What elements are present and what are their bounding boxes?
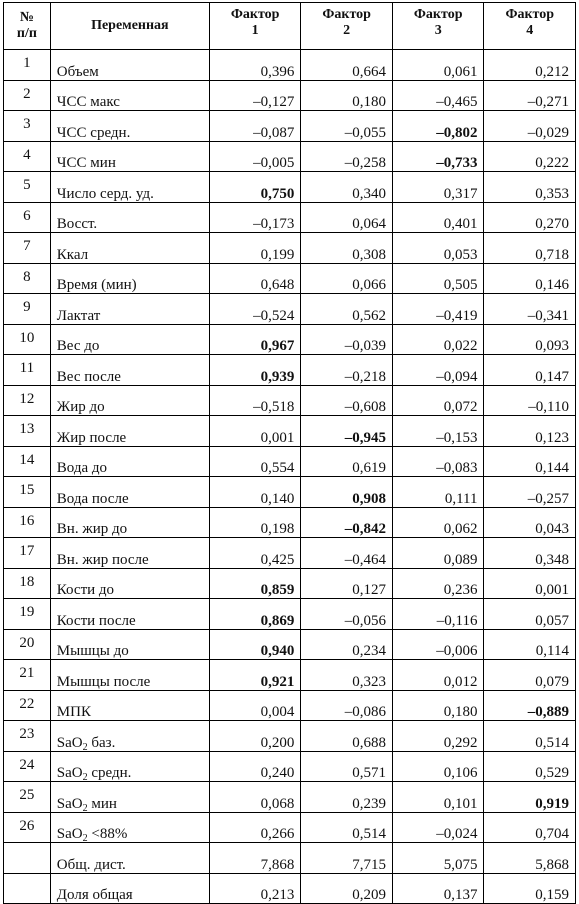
factor-1-value: –0,087 xyxy=(209,111,301,142)
factor-1-value: 0,939 xyxy=(209,355,301,386)
factor-2-value: 0,064 xyxy=(301,202,393,233)
factor-1-value: 0,199 xyxy=(209,233,301,264)
factor-1-value: 0,750 xyxy=(209,172,301,203)
table-body xyxy=(4,50,576,904)
variable-name xyxy=(50,782,209,813)
factor-3-value: –0,024 xyxy=(392,812,484,843)
factor-3-value: 0,111 xyxy=(392,477,484,508)
variable-name-base: SaO xyxy=(56,765,83,781)
row-number: 5 xyxy=(4,172,51,203)
factor-2-value: 0,562 xyxy=(301,294,393,325)
factor-3-value: –0,419 xyxy=(392,294,484,325)
factor-4-value: 0,348 xyxy=(484,538,576,569)
row-number: 15 xyxy=(4,477,51,508)
variable-name: Общ. дист. xyxy=(50,843,209,874)
factor-4-value: 0,001 xyxy=(484,568,576,599)
factor-1-value: –0,127 xyxy=(209,80,301,111)
factor-4-value: 0,270 xyxy=(484,202,576,233)
factor-4-value: 0,353 xyxy=(484,172,576,203)
table-row xyxy=(4,782,576,813)
factor-1-value: 0,004 xyxy=(209,690,301,721)
factor-2-value: 0,908 xyxy=(301,477,393,508)
variable-name-subscript: 2 xyxy=(82,802,88,814)
factor-2-value: –0,039 xyxy=(301,324,393,355)
factor-3-value: 5,075 xyxy=(392,843,484,874)
header-factor-label: Фактор xyxy=(505,7,555,22)
row-number: 26 xyxy=(4,812,51,843)
factor-2-value: 0,209 xyxy=(301,873,393,904)
factor-4-value: 0,043 xyxy=(484,507,576,538)
table-row xyxy=(4,324,576,355)
row-number: 16 xyxy=(4,507,51,538)
header-factor-number: 1 xyxy=(251,23,259,38)
table-row xyxy=(4,263,576,294)
header-factor-number: 2 xyxy=(343,23,351,38)
row-number: 8 xyxy=(4,263,51,294)
table-row xyxy=(4,50,576,81)
factor-2-value: 0,234 xyxy=(301,629,393,660)
table-row xyxy=(4,233,576,264)
factor-4-value: 0,146 xyxy=(484,263,576,294)
factor-2-value: 0,239 xyxy=(301,782,393,813)
factor-1-value: –0,524 xyxy=(209,294,301,325)
factor-1-value: 0,859 xyxy=(209,568,301,599)
factor-4-value: –0,110 xyxy=(484,385,576,416)
factor-4-value: 0,159 xyxy=(484,873,576,904)
variable-name: Время (мин) xyxy=(50,263,209,294)
factor-2-value: 0,066 xyxy=(301,263,393,294)
factor-3-value: –0,733 xyxy=(392,141,484,172)
row-number: 25 xyxy=(4,782,51,813)
factor-1-value: 0,396 xyxy=(209,50,301,81)
row-number: 22 xyxy=(4,690,51,721)
factor-4-value: 0,529 xyxy=(484,751,576,782)
row-number: 17 xyxy=(4,538,51,569)
variable-name: Лактат xyxy=(50,294,209,325)
header-row xyxy=(4,3,576,50)
factor-1-value: 0,869 xyxy=(209,599,301,630)
variable-name-suffix: мин xyxy=(87,795,117,812)
table-row xyxy=(4,843,576,874)
row-number: 9 xyxy=(4,294,51,325)
factor-3-value: 0,062 xyxy=(392,507,484,538)
factor-3-value: –0,094 xyxy=(392,355,484,386)
variable-name: Объем xyxy=(50,50,209,81)
factor-2-value: –0,218 xyxy=(301,355,393,386)
header-factor-number: 3 xyxy=(434,23,442,38)
table-row xyxy=(4,660,576,691)
row-number: 10 xyxy=(4,324,51,355)
table-row xyxy=(4,446,576,477)
header-variable: Переменная xyxy=(50,3,209,50)
variable-name xyxy=(50,812,209,843)
table-row xyxy=(4,507,576,538)
factor-3-value: –0,802 xyxy=(392,111,484,142)
table-row xyxy=(4,294,576,325)
factor-4-value: 0,212 xyxy=(484,50,576,81)
table-row xyxy=(4,202,576,233)
variable-name: Вода после xyxy=(50,477,209,508)
table-row xyxy=(4,385,576,416)
factor-3-value: 0,101 xyxy=(392,782,484,813)
factor-3-value: 0,022 xyxy=(392,324,484,355)
factor-1-value: 0,266 xyxy=(209,812,301,843)
factor-1-value: 7,868 xyxy=(209,843,301,874)
table-row xyxy=(4,629,576,660)
row-number: 12 xyxy=(4,385,51,416)
factor-1-value: 0,213 xyxy=(209,873,301,904)
row-number: 2 xyxy=(4,80,51,111)
variable-name: ЧСС средн. xyxy=(50,111,209,142)
factor-4-value: –0,257 xyxy=(484,477,576,508)
header-factor-4 xyxy=(484,3,576,50)
factor-4-value: 0,144 xyxy=(484,446,576,477)
factor-1-value: –0,518 xyxy=(209,385,301,416)
factor-2-value: –0,056 xyxy=(301,599,393,630)
factor-2-value: 0,323 xyxy=(301,660,393,691)
row-number: 18 xyxy=(4,568,51,599)
factor-3-value: –0,116 xyxy=(392,599,484,630)
factor-3-value: 0,505 xyxy=(392,263,484,294)
header-factor-2 xyxy=(301,3,393,50)
factor-3-value: 0,317 xyxy=(392,172,484,203)
factor-1-value: 0,068 xyxy=(209,782,301,813)
factor-1-value: –0,005 xyxy=(209,141,301,172)
table-row xyxy=(4,80,576,111)
table-row xyxy=(4,599,576,630)
row-number: 23 xyxy=(4,721,51,752)
factor-4-value: 0,147 xyxy=(484,355,576,386)
row-number: 11 xyxy=(4,355,51,386)
variable-name: Восст. xyxy=(50,202,209,233)
table-row xyxy=(4,751,576,782)
factor-1-value: –0,173 xyxy=(209,202,301,233)
factor-1-value: 0,001 xyxy=(209,416,301,447)
factor-2-value: 0,571 xyxy=(301,751,393,782)
variable-name-subscript: 2 xyxy=(82,741,88,753)
table-row xyxy=(4,690,576,721)
factor-1-value: 0,648 xyxy=(209,263,301,294)
factor-4-value: 0,222 xyxy=(484,141,576,172)
factor-2-value: –0,945 xyxy=(301,416,393,447)
factor-3-value: 0,236 xyxy=(392,568,484,599)
factor-2-value: –0,608 xyxy=(301,385,393,416)
table-row xyxy=(4,355,576,386)
variable-name-base: SaO xyxy=(56,795,83,812)
factor-3-value: –0,006 xyxy=(392,629,484,660)
factor-2-value: –0,464 xyxy=(301,538,393,569)
factor-3-value: 0,106 xyxy=(392,751,484,782)
header-factor-number: 4 xyxy=(526,23,534,38)
factor-2-value: 0,127 xyxy=(301,568,393,599)
factor-2-value: 0,308 xyxy=(301,233,393,264)
variable-name: Ккал xyxy=(50,233,209,264)
factor-3-value: 0,061 xyxy=(392,50,484,81)
row-number: 21 xyxy=(4,660,51,691)
row-number: 20 xyxy=(4,629,51,660)
factor-3-value: 0,053 xyxy=(392,233,484,264)
row-number: 19 xyxy=(4,599,51,630)
variable-name: Число серд. уд. xyxy=(50,172,209,203)
factor-4-value: 0,704 xyxy=(484,812,576,843)
table-row xyxy=(4,111,576,142)
variable-name: ЧСС мин xyxy=(50,141,209,172)
table-row xyxy=(4,812,576,843)
factor-1-value: 0,921 xyxy=(209,660,301,691)
variable-name: Кости после xyxy=(50,599,209,630)
header-factor-label: Фактор xyxy=(322,7,371,22)
factor-1-value: 0,554 xyxy=(209,446,301,477)
row-number: 3 xyxy=(4,111,51,142)
factor-2-value: –0,258 xyxy=(301,141,393,172)
row-number: 14 xyxy=(4,446,51,477)
factor-4-value: 0,123 xyxy=(484,416,576,447)
variable-name xyxy=(50,721,209,752)
variable-name: Вн. жир после xyxy=(50,538,209,569)
factor-1-value: 0,940 xyxy=(209,629,301,660)
factor-2-value: –0,055 xyxy=(301,111,393,142)
header-factor-1 xyxy=(209,3,301,50)
factor-2-value: 7,715 xyxy=(301,843,393,874)
variable-name: Вес до xyxy=(50,324,209,355)
variable-name: Жир до xyxy=(50,385,209,416)
row-number xyxy=(4,843,51,874)
factor-3-value: 0,292 xyxy=(392,721,484,752)
factor-1-value: 0,198 xyxy=(209,507,301,538)
factor-4-value: 0,079 xyxy=(484,660,576,691)
factor-4-value: –0,341 xyxy=(484,294,576,325)
factor-2-value: 0,688 xyxy=(301,721,393,752)
factor-2-value: 0,514 xyxy=(301,812,393,843)
factor-4-value: 5,868 xyxy=(484,843,576,874)
variable-name: Мышцы до xyxy=(50,629,209,660)
variable-name: Доля общая xyxy=(50,873,209,904)
header-number-line2: п/п xyxy=(16,26,37,41)
variable-name-suffix: баз. xyxy=(87,734,116,751)
factor-2-value: 0,180 xyxy=(301,80,393,111)
header-number xyxy=(4,3,51,50)
factor-2-value: –0,842 xyxy=(301,507,393,538)
factor-3-value: 0,012 xyxy=(392,660,484,691)
factor-4-value: 0,919 xyxy=(484,782,576,813)
factor-3-value: 0,137 xyxy=(392,873,484,904)
factor-4-value: 0,093 xyxy=(484,324,576,355)
variable-name: Вес после xyxy=(50,355,209,386)
table-row xyxy=(4,568,576,599)
factor-1-value: 0,200 xyxy=(209,721,301,752)
factor-3-value: –0,153 xyxy=(392,416,484,447)
variable-name: Жир после xyxy=(50,416,209,447)
factor-loadings-table xyxy=(3,2,576,904)
factor-2-value: 0,664 xyxy=(301,50,393,81)
variable-name-base: SaO xyxy=(56,734,83,751)
table-row xyxy=(4,721,576,752)
variable-name: МПК xyxy=(50,690,209,721)
factor-1-value: 0,967 xyxy=(209,324,301,355)
header-factor-label: Фактор xyxy=(413,7,463,22)
factor-3-value: –0,083 xyxy=(392,446,484,477)
row-number xyxy=(4,873,51,904)
factor-4-value: 0,718 xyxy=(484,233,576,264)
variable-name: Вн. жир до xyxy=(50,507,209,538)
factor-2-value: 0,619 xyxy=(301,446,393,477)
row-number: 1 xyxy=(4,50,51,81)
variable-name-suffix: средн. xyxy=(87,765,132,781)
header-number-line1: № xyxy=(19,10,34,25)
factor-3-value: 0,089 xyxy=(392,538,484,569)
header-factor-3 xyxy=(392,3,484,50)
variable-name: Мышцы после xyxy=(50,660,209,691)
row-number: 7 xyxy=(4,233,51,264)
table-row xyxy=(4,538,576,569)
factor-4-value: –0,889 xyxy=(484,690,576,721)
factor-4-value: –0,271 xyxy=(484,80,576,111)
table-header xyxy=(4,3,576,50)
factor-1-value: 0,140 xyxy=(209,477,301,508)
row-number: 13 xyxy=(4,416,51,447)
row-number: 24 xyxy=(4,751,51,782)
factor-3-value: 0,401 xyxy=(392,202,484,233)
factor-1-value: 0,240 xyxy=(209,751,301,782)
header-factor-label: Фактор xyxy=(230,7,280,22)
table-row xyxy=(4,477,576,508)
table-row xyxy=(4,873,576,904)
table-row xyxy=(4,416,576,447)
row-number: 4 xyxy=(4,141,51,172)
factor-1-value: 0,425 xyxy=(209,538,301,569)
variable-name-suffix: <88% xyxy=(87,826,128,842)
variable-name: Кости до xyxy=(50,568,209,599)
variable-name-subscript: 2 xyxy=(82,772,88,783)
factor-2-value: 0,340 xyxy=(301,172,393,203)
factor-3-value: –0,465 xyxy=(392,80,484,111)
factor-4-value: 0,514 xyxy=(484,721,576,752)
factor-3-value: 0,072 xyxy=(392,385,484,416)
variable-name: ЧСС макс xyxy=(50,80,209,111)
factor-4-value: 0,114 xyxy=(484,629,576,660)
variable-name-base: SaO xyxy=(56,826,83,842)
factor-4-value: 0,057 xyxy=(484,599,576,630)
factor-2-value: –0,086 xyxy=(301,690,393,721)
variable-name: Вода до xyxy=(50,446,209,477)
factor-4-value: –0,029 xyxy=(484,111,576,142)
row-number: 6 xyxy=(4,202,51,233)
variable-name-subscript: 2 xyxy=(82,833,88,844)
table-row xyxy=(4,172,576,203)
factor-3-value: 0,180 xyxy=(392,690,484,721)
table-row xyxy=(4,141,576,172)
variable-name xyxy=(50,751,209,782)
